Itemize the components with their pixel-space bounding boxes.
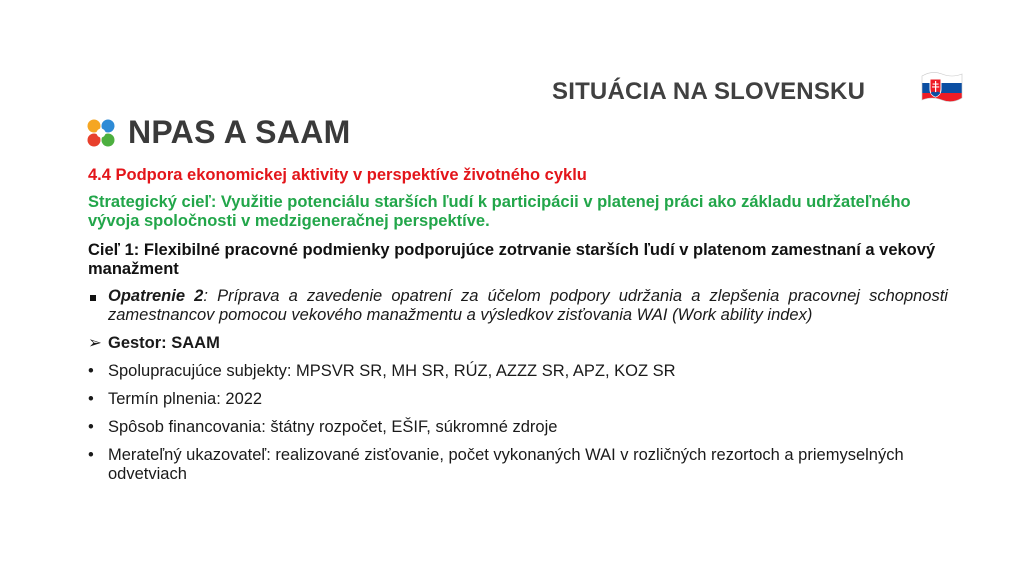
measure-item — [88, 287, 948, 325]
country-title: SITUÁCIA NA SLOVENSKU — [552, 78, 866, 105]
section-heading: 4.4 Podpora ekonomickej aktivity v perspektíve životného cyklu — [88, 166, 587, 184]
list-item-text: Spolupracujúce subjekty: MPSVR SR, MH SR, RÚZ, AZZZ SR, APZ, KOZ SR — [108, 362, 676, 380]
npas-logo-icon — [84, 116, 118, 150]
square-bullet-icon — [88, 287, 104, 306]
arrow-bullet-icon: ➢ — [88, 334, 102, 352]
dot-bullet-icon: • — [88, 418, 94, 436]
list-item — [88, 418, 948, 437]
strategic-goal: Strategický cieľ: Využitie potenciálu starších ľudí k participácii v platenej práci ako základu udržateľného vývoja spoločnosti v medzigeneračnej perspektíve. — [88, 193, 911, 230]
list-item — [88, 446, 948, 484]
dot-bullet-icon: • — [88, 390, 94, 408]
measure-text: : Príprava a zavedenie opatrení za účelom podpory udržania a zlepšenia pracovnej schopnosti zamestnancov pomocou vekového manažmentu a výsledkov zisťovania WAI (Work ability index) — [108, 287, 948, 324]
list-item-text: Termín plnenia: 2022 — [108, 390, 263, 408]
dot-bullet-icon: • — [88, 362, 94, 380]
brand — [84, 114, 351, 151]
gestor-text: Gestor: SAAM — [108, 334, 220, 352]
list-item — [88, 390, 948, 409]
goal-heading: Cieľ 1: Flexibilné pracovné podmienky podporujúce zotrvanie starších ľudí v platenom zamestnaní a vekový manažment — [88, 241, 936, 278]
measure-name: Opatrenie 2 — [108, 287, 204, 305]
list-item-text: Spôsob financovania: štátny rozpočet, EŠIF, súkromné zdroje — [108, 418, 558, 436]
brand-name: NPAS A SAAM — [128, 114, 351, 150]
list-item — [88, 362, 948, 381]
list-item-text: Merateľný ukazovateľ: realizované zisťovanie, počet vykonaných WAI v rozličných rezortoch a priemyselných odvetviach — [108, 446, 904, 483]
gestor-item — [88, 334, 948, 353]
dot-bullet-icon: • — [88, 446, 94, 464]
slovak-flag-icon — [920, 70, 964, 106]
slide-content — [88, 166, 948, 493]
